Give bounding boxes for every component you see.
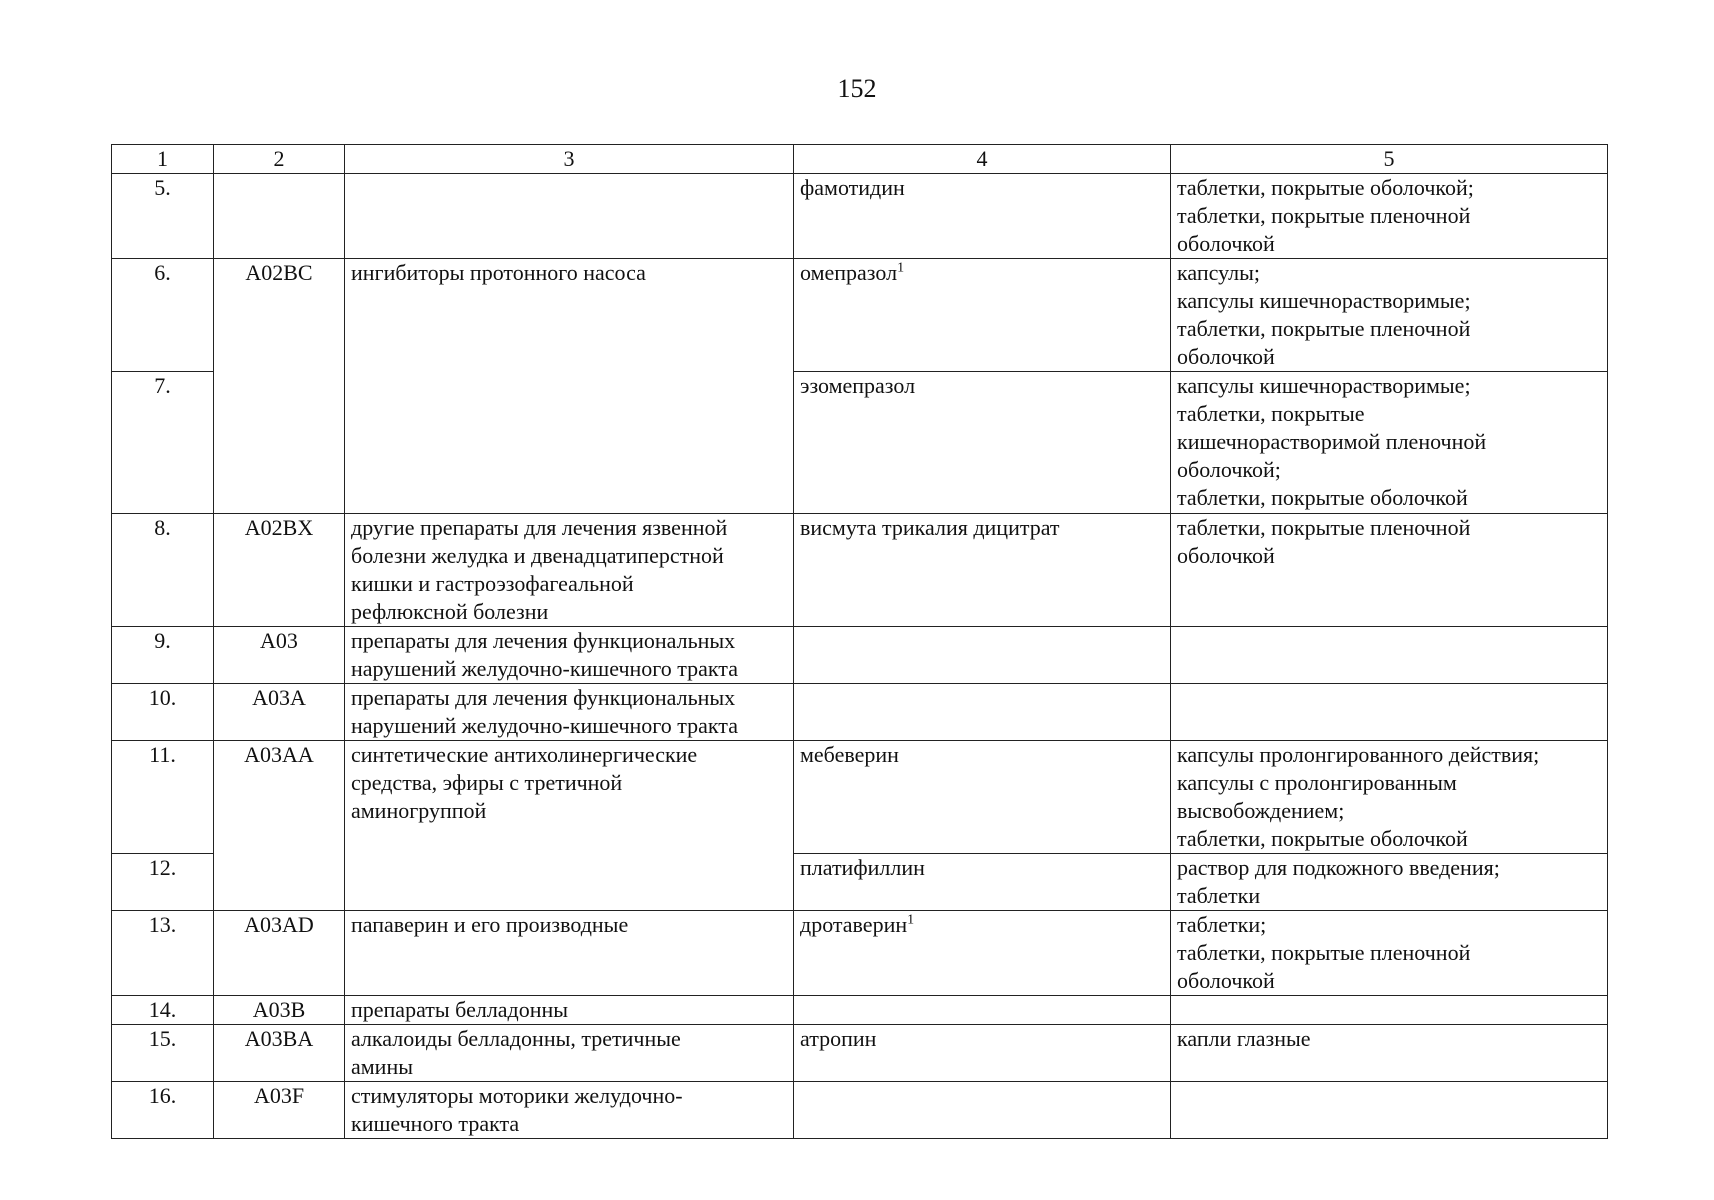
row-number: 11. [112,741,214,854]
drug-name: дротаверин [800,912,908,937]
atc-code-cell [214,174,345,259]
dosage-form-cell [1171,684,1608,741]
table-row [112,684,1608,741]
dosage-form: капсулы пролонгированного действия; капсулы с пролонгированным высвобождением; таблетки, покрытые оболочкой [1171,741,1608,854]
medicines-table [111,144,1608,1139]
table-row [112,911,1608,996]
group-name: алкалоиды белладонны, третичные амины [345,1025,794,1082]
table-row [112,1082,1608,1139]
table-row [112,1025,1608,1082]
dosage-form: капсулы; капсулы кишечнорастворимые; таблетки, покрытые пленочной оболочкой [1171,259,1608,372]
dosage-form: таблетки, покрытые оболочкой; таблетки, покрытые пленочной оболочкой [1171,174,1608,259]
atc-code: A03B [214,996,345,1025]
drug-name: платифиллин [794,854,1171,911]
dosage-form-cell [1171,627,1608,684]
row-number: 6. [112,259,214,372]
row-number: 7. [112,372,214,514]
dosage-form: таблетки, покрытые пленочной оболочкой [1171,514,1608,627]
table-row [112,514,1608,627]
table-row [112,627,1608,684]
drug-name: висмута трикалия дицитрат [794,514,1171,627]
table-row [112,996,1608,1025]
drug-name-cell [794,684,1171,741]
dosage-form: капсулы кишечнорастворимые; таблетки, покрытые кишечнорастворимой пленочной оболочкой; таблетки, покрытые оболочкой [1171,372,1608,514]
atc-code: A03AA [214,741,345,911]
row-number: 12. [112,854,214,911]
row-number: 13. [112,911,214,996]
footnote-mark: 1 [907,912,915,928]
table-row [112,259,1608,372]
group-name: ингибиторы протонного насоса [345,259,794,514]
atc-code: A03AD [214,911,345,996]
atc-code: A03A [214,684,345,741]
column-header-4: 4 [794,145,1171,174]
column-header-2: 2 [214,145,345,174]
group-name: стимуляторы моторики желудочно- кишечного тракта [345,1082,794,1139]
row-number: 15. [112,1025,214,1082]
group-name: папаверин и его производные [345,911,794,996]
dosage-form-cell [1171,1082,1608,1139]
drug-name: мебеверин [794,741,1171,854]
drug-name-cell [794,996,1171,1025]
group-name: препараты для лечения функциональных нарушений желудочно-кишечного тракта [345,684,794,741]
table-row [112,174,1608,259]
group-name: другие препараты для лечения язвенной болезни желудка и двенадцатиперстной кишки и гастроэзофагеальной рефлюксной болезни [345,514,794,627]
atc-code: A02BC [214,259,345,514]
row-number: 14. [112,996,214,1025]
row-number: 10. [112,684,214,741]
row-number: 16. [112,1082,214,1139]
drug-name: эзомепразол [794,372,1171,514]
page-number: 152 [837,74,877,103]
group-name: синтетические антихолинергические средства, эфиры с третичной аминогруппой [345,741,794,911]
dosage-form: капли глазные [1171,1025,1608,1082]
group-name-cell [345,174,794,259]
drug-name: атропин [794,1025,1171,1082]
row-number: 8. [112,514,214,627]
dosage-form: раствор для подкожного введения; таблетки [1171,854,1608,911]
drug-name: омепразол [800,260,898,285]
drug-name-cell [794,259,1171,372]
atc-code: A03F [214,1082,345,1139]
group-name: препараты для лечения функциональных нарушений желудочно-кишечного тракта [345,627,794,684]
drug-name: фамотидин [794,174,1171,259]
dosage-form-cell [1171,996,1608,1025]
row-number: 5. [112,174,214,259]
atc-code: A03BA [214,1025,345,1082]
drug-name-cell [794,911,1171,996]
row-number: 9. [112,627,214,684]
table-row [112,741,1608,854]
column-header-3: 3 [345,145,794,174]
column-header-1: 1 [112,145,214,174]
drug-name-cell [794,1082,1171,1139]
footnote-mark: 1 [897,260,905,276]
dosage-form: таблетки; таблетки, покрытые пленочной оболочкой [1171,911,1608,996]
atc-code: A02BX [214,514,345,627]
column-number-row [112,145,1608,174]
column-header-5: 5 [1171,145,1608,174]
drug-name-cell [794,627,1171,684]
group-name: препараты белладонны [345,996,794,1025]
atc-code: A03 [214,627,345,684]
